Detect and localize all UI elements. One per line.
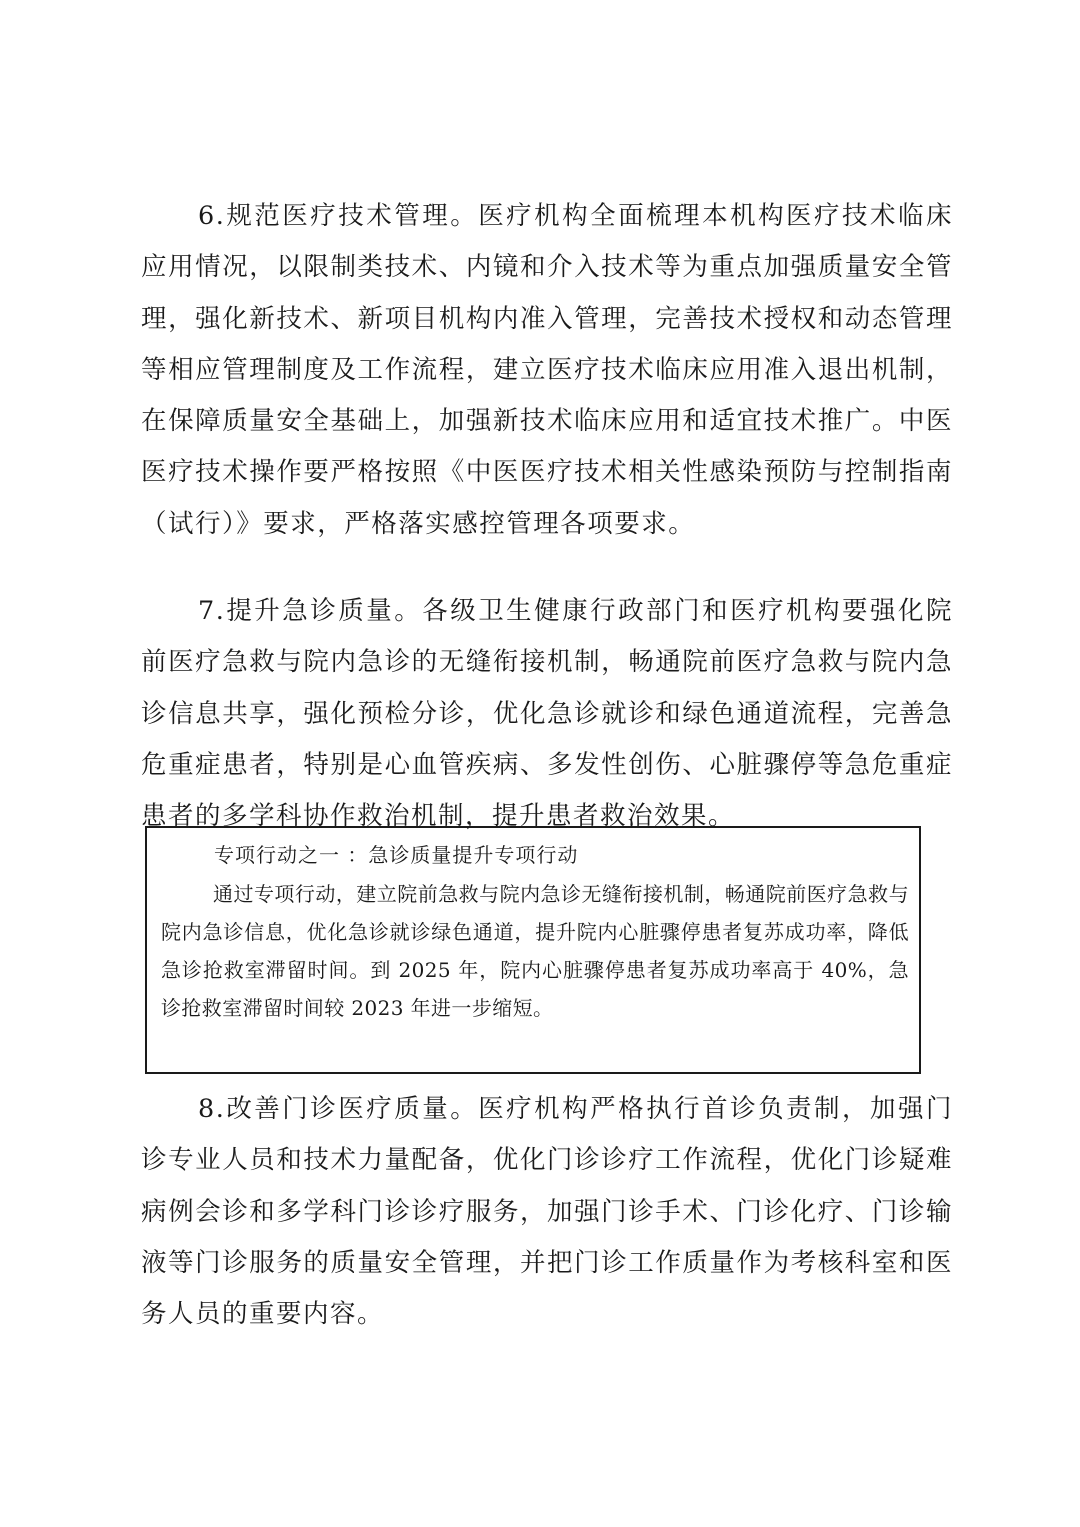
paragraph-7-emergency-quality: 7.提升急诊质量。各级卫生健康行政部门和医疗机构要强化院前医疗急救与院内急诊的无缝衔接机制，畅通院前医疗急救与院内急诊信息共享，强化预检分诊，优化急诊就诊和绿色通道流程，完善急危重症患者，特别是心血管疾病、多发性创伤、心脏骤停等急危重症患者的多学科协作救治机制，提升患者救治效果。 [141, 596, 953, 832]
special-action-body: 通过专项行动，建立院前急救与院内急诊无缝衔接机制，畅通院前医疗急救与院内急诊信息，优化急诊就诊绿色通道，提升院内心脏骤停患者复苏成功率，降低急诊抢救室滞留时间。到 2025 年，院内心脏骤停患者复苏成功率高于 40%，急诊抢救室滞留时间较 2023 年进一步缩短。 [161, 882, 909, 1020]
special-action-box [145, 826, 921, 1074]
paragraph-6-medical-technology-management: 6.规范医疗技术管理。医疗机构全面梳理本机构医疗技术临床应用情况，以限制类技术、内镜和介入技术等为重点加强质量安全管理，强化新技术、新项目机构内准入管理，完善技术授权和动态管理等相应管理制度及工作流程，建立医疗技术临床应用准入退出机制，在保障质量安全基础上，加强新技术临床应用和适宜技术推广。中医医疗技术操作要严格按照《中医医疗技术相关性感染预防与控制指南（试行）》要求，严格落实感控管理各项要求。 [141, 201, 953, 539]
special-action-title: 专项行动之一 ：急诊质量提升专项行动 [214, 843, 579, 867]
paragraph-8-outpatient-quality: 8.改善门诊医疗质量。医疗机构严格执行首诊负责制，加强门诊专业人员和技术力量配备，优化门诊诊疗工作流程，优化门诊疑难病例会诊和多学科门诊诊疗服务，加强门诊手术、门诊化疗、门诊输液等门诊服务的质量安全管理，并把门诊工作质量作为考核科室和医务人员的重要内容。 [141, 1094, 953, 1330]
